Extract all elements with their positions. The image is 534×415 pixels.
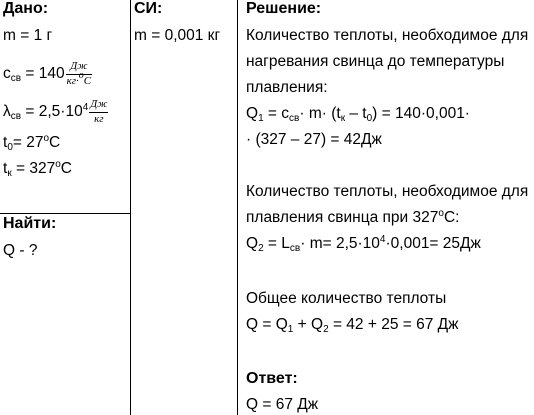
solution-text1-line3: плавления:	[246, 79, 328, 96]
column-divider-given-si	[130, 0, 131, 415]
specific-heat-unit-fraction: $\frac{Дж}{кг\cdot^оС}$	[66, 60, 92, 87]
si-mass: m = 0,001 кг	[134, 27, 221, 44]
heat-q2-formula: $Q_2 = L_{св}\cdot m= 2,5\cdot 10^4\cdot 0,001= 25Дж$	[246, 234, 481, 254]
given-initial-temperature: $t_0= 27^oC$	[3, 133, 61, 153]
column-divider-si-solution	[237, 0, 238, 415]
solution-text2-line1: Количество теплоты, необходимое для	[246, 183, 529, 200]
given-mass: m = 1 г	[3, 27, 53, 44]
solution-text2-line2: плавления свинца при $327^оС$:	[246, 208, 460, 226]
heat-q1-formula: $Q_1 = c_{св}\cdot m\cdot (t_к - t_0) = 140\cdot 0,001\cdot$	[246, 105, 470, 124]
solution-text1-line1: Количество теплоты, необходимое для	[246, 27, 529, 44]
find-title: Найти:	[3, 215, 57, 232]
solution-text1-line2: нагревания свинца до температуры	[246, 53, 505, 70]
given-title: Дано:	[3, 0, 49, 17]
answer-title: Ответ:	[246, 370, 298, 387]
row-divider-given-find	[0, 213, 130, 214]
solution-title: Решение:	[246, 0, 322, 17]
si-title: СИ:	[134, 0, 163, 17]
answer-value: Q = 67 Дж	[246, 396, 319, 413]
heat-q1-formula-continued: · (327 – 27) = 42Дж	[246, 131, 382, 148]
given-melting-temperature: $t_к = 327^oC$	[3, 159, 72, 179]
total-heat-formula: $Q = Q_1 + Q_2 = 42 + 25 = 67$ Дж	[246, 316, 459, 335]
given-specific-heat: $c_{св} = 140$ $\frac{Дж}{кг\cdot^оС}$	[3, 60, 92, 87]
solution-text3: Общее количество теплоты	[246, 290, 447, 307]
find-value: Q - ?	[3, 242, 38, 259]
latent-heat-unit-fraction: $\frac{Дж}{кг}$	[90, 98, 108, 125]
given-latent-heat: $\lambda_{св} = 2,5\cdot 10^4$ $\frac{Дж}{кг}$	[3, 98, 108, 125]
